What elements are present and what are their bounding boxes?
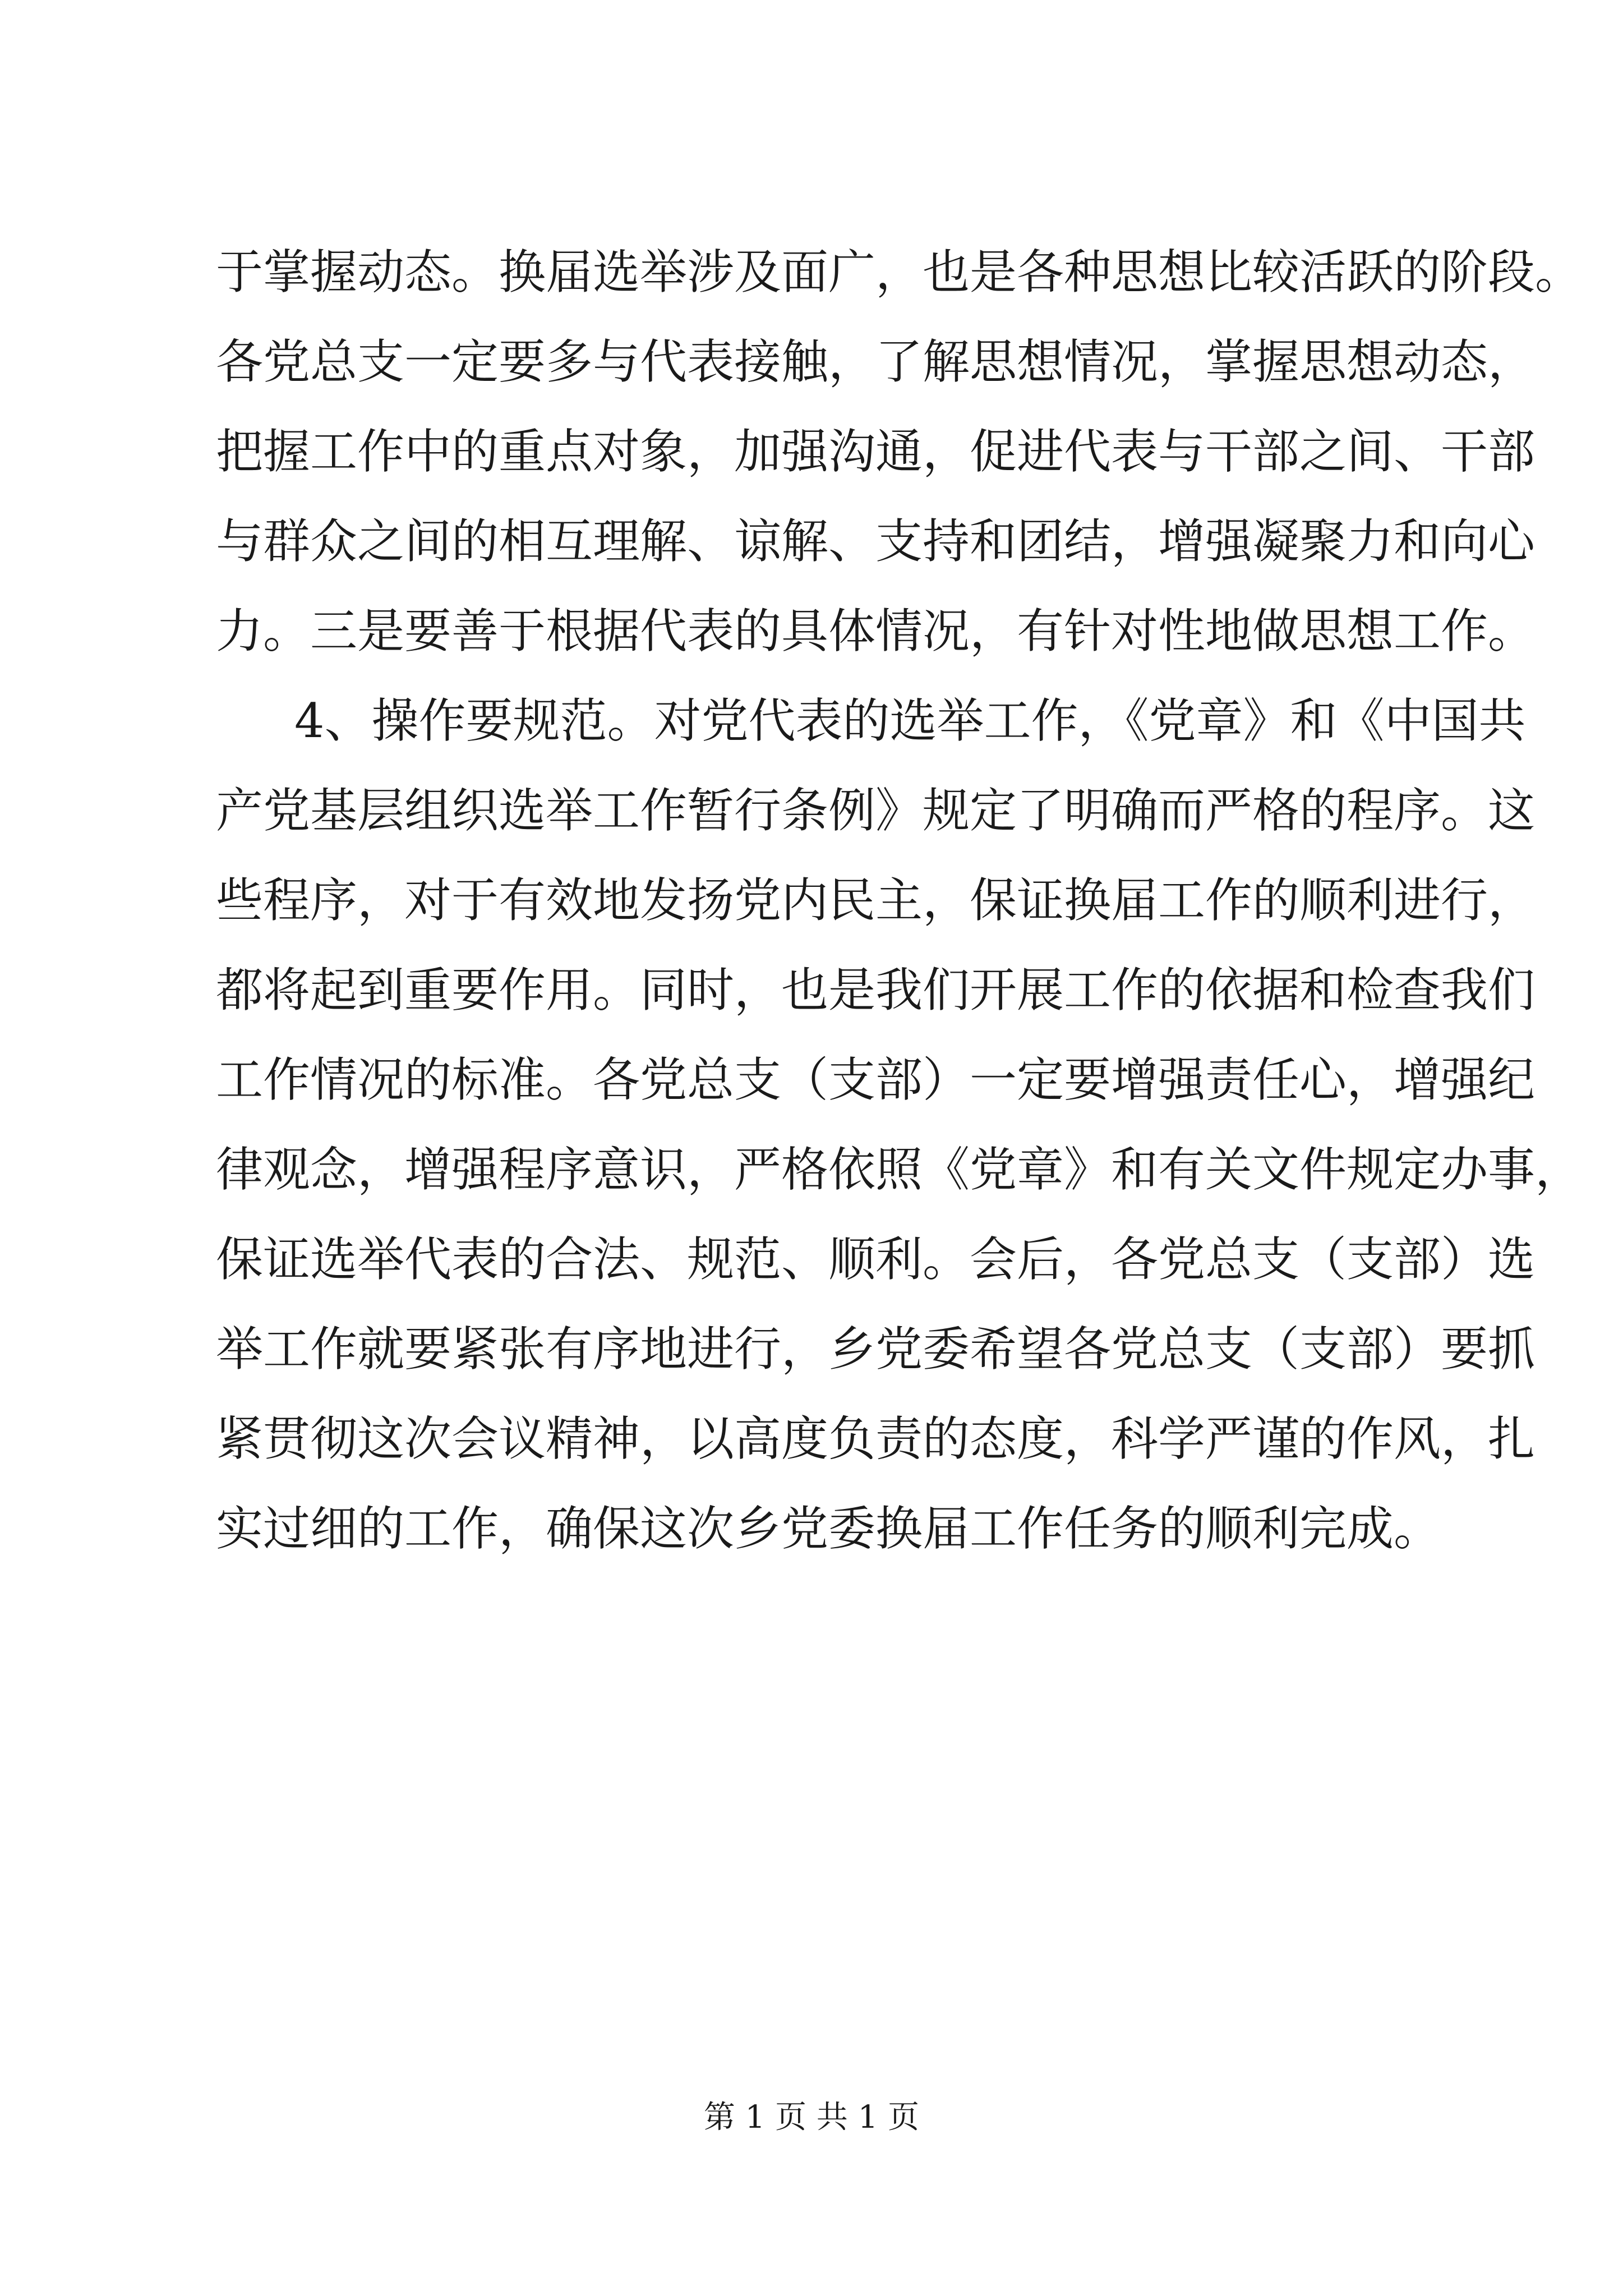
body-text — [216, 227, 1583, 1573]
text-line: 工作情况的标准。各党总支（支部）一定要增强责任心，增强纪 — [216, 1052, 1536, 1107]
text-line: 于掌握动态。换届选举涉及面广，也是各种思想比较活跃的阶段。 — [216, 245, 1583, 300]
text-line: 各党总支一定要多与代表接触，了解思想情况，掌握思想动态， — [216, 334, 1536, 389]
page-number-footer: 第 1 页 共 1 页 — [703, 2099, 920, 2136]
text-line: 把握工作中的重点对象，加强沟通，促进代表与干部之间、干部 — [216, 424, 1536, 479]
text-line: 实过细的工作，确保这次乡党委换届工作任务的顺利完成。 — [216, 1501, 1441, 1556]
paragraph-start-line: 4、操作要规范。对党代表的选举工作，《党章》和《中国共 — [294, 693, 1526, 748]
text-line: 都将起到重要作用。同时，也是我们开展工作的依据和检查我们 — [216, 963, 1536, 1018]
text-line: 举工作就要紧张有序地进行，乡党委希望各党总支（支部）要抓 — [216, 1322, 1536, 1377]
text-line: 保证选举代表的合法、规范、顺利。会后，各党总支（支部）选 — [216, 1232, 1536, 1287]
text-line: 产党基层组织选举工作暂行条例》规定了明确而严格的程序。这 — [216, 783, 1536, 838]
text-line: 力。三是要善于根据代表的具体情况，有针对性地做思想工作。 — [216, 604, 1536, 659]
text-line: 紧贯彻这次会议精神，以高度负责的态度，科学严谨的作风，扎 — [216, 1411, 1536, 1466]
text-line: 律观念，增强程序意识，严格依照《党章》和有关文件规定办事， — [216, 1142, 1583, 1197]
text-line: 与群众之间的相互理解、谅解、支持和团结，增强凝聚力和向心 — [216, 514, 1536, 569]
text-line: 些程序，对于有效地发扬党内民主，保证换届工作的顺利进行， — [216, 873, 1536, 928]
